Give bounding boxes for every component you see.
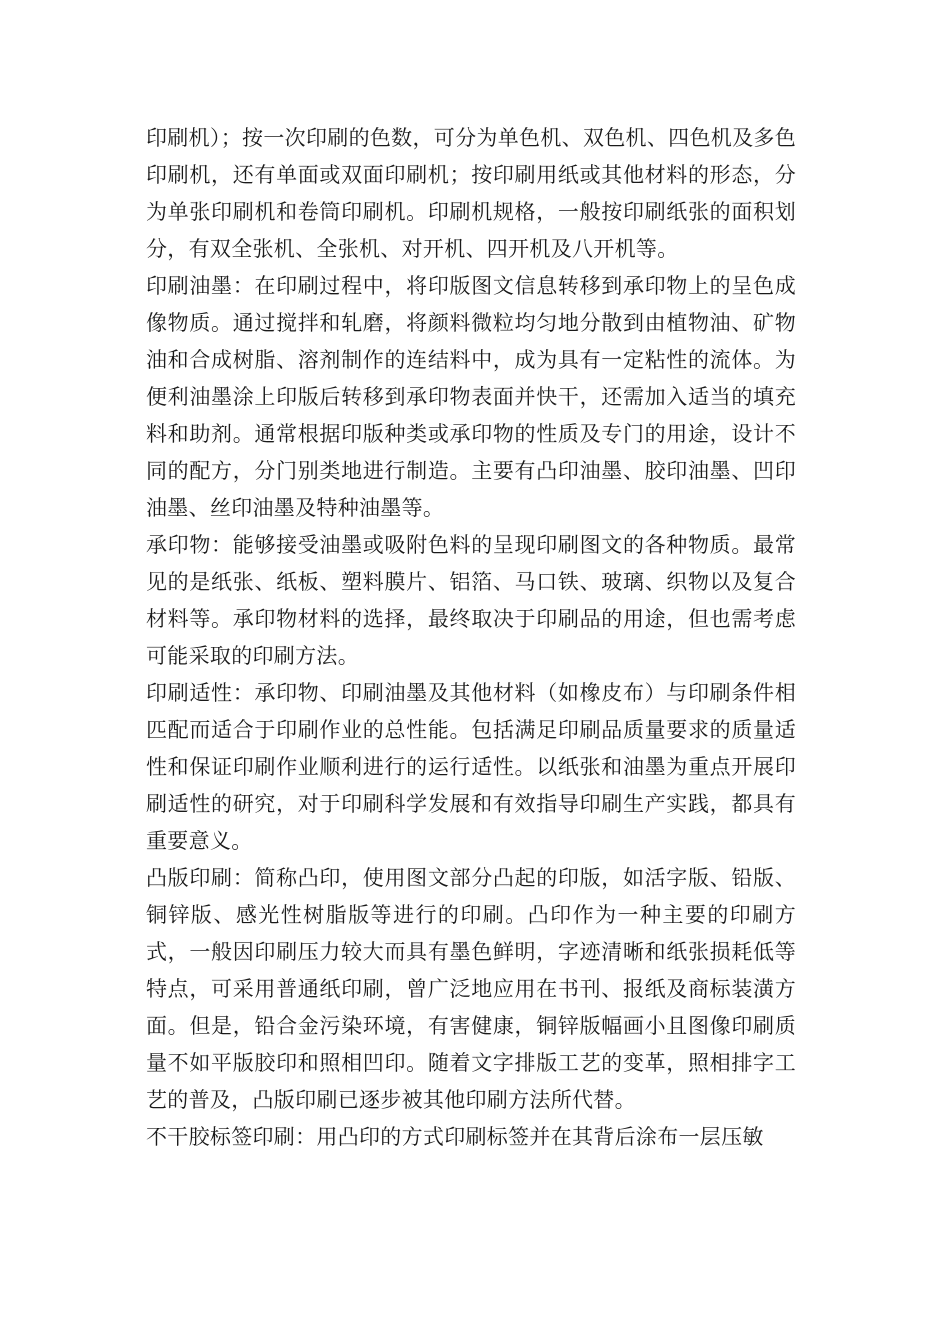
paragraph-label-printing: 不干胶标签印刷：用凸印的方式印刷标签并在其背后涂布一层压敏 (146, 1125, 764, 1149)
paragraph-substrate: 承印物：能够接受油墨或吸附色料的呈现印刷图文的各种物质。最常见的是纸张、纸板、塑料膜片、铝箔、马口铁、玻璃、织物以及复合材料等。承印物材料的选择，最终取决于印刷品的用途，但也需考虑可能采取的印刷方法。 (146, 533, 796, 668)
paragraph-printability: 印刷适性：承印物、印刷油墨及其他材料（如橡皮布）与印刷条件相匹配而适合于印刷作业的总性能。包括满足印刷品质量要求的质量适性和保证印刷作业顺利进行的运行适性。以纸张和油墨为重点开展印刷适性的研究，对于印刷科学发展和有效指导印刷生产实践，都具有重要意义。 (146, 681, 796, 853)
paragraph-printing-ink: 印刷油墨：在印刷过程中，将印版图文信息转移到承印物上的呈色成像物质。通过搅拌和轧磨，将颜料微粒均匀地分散到由植物油、矿物油和合成树脂、溶剂制作的连结料中，成为具有一定粘性的流体。为便利油墨涂上印版后转移到承印物表面并快干，还需加入适当的填充料和助剂。通常根据印版种类或承印物的性质及专门的用途，设计不同的配方，分门别类地进行制造。主要有凸印油墨、胶印油墨、凹印油墨、丝印油墨及特种油墨等。 (146, 274, 796, 520)
paragraph-printing-press: 印刷机）；按一次印刷的色数，可分为单色机、双色机、四色机及多色印刷机，还有单面或双面印刷机；按印刷用纸或其他材料的形态，分为单张印刷机和卷筒印刷机。印刷机规格，一般按印刷纸张的面积划分，有双全张机、全张机、对开机、四开机及八开机等。 (146, 126, 796, 261)
document-body (146, 120, 796, 1156)
paragraph-letterpress: 凸版印刷：简称凸印，使用图文部分凸起的印版，如活字版、铅版、铜锌版、感光性树脂版等进行的印刷。凸印作为一种主要的印刷方式，一般因印刷压力较大而具有墨色鲜明，字迹清晰和纸张损耗低等特点，可采用普通纸印刷，曾广泛地应用在书刊、报纸及商标装潢方面。但是，铅合金污染环境，有害健康，铜锌版幅画小且图像印刷质量不如平版胶印和照相凹印。随着文字排版工艺的变革，照相排字工艺的普及，凸版印刷已逐步被其他印刷方法所代替。 (146, 866, 796, 1112)
